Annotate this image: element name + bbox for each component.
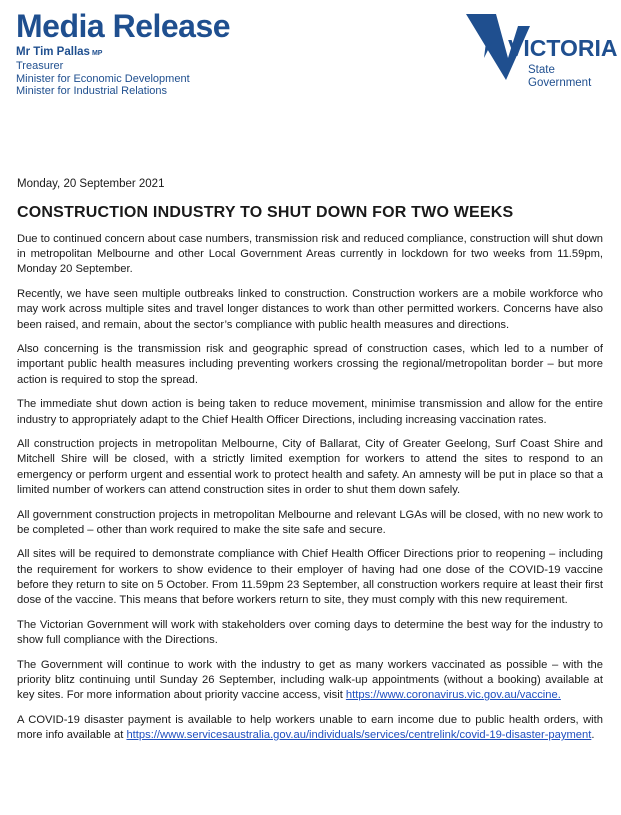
release-body <box>17 178 603 753</box>
headline: CONSTRUCTION INDUSTRY TO SHUT DOWN FOR TWO WEEKS <box>17 204 514 221</box>
paragraph-payment <box>17 713 603 743</box>
role-treasurer: Treasurer <box>16 60 64 72</box>
paragraph: Due to continued concern about case numbers, transmission risk and reduced compliance, construction will shut down in metropolitan Melbourne and other Local Government Areas currently in lockdown for two weeks from 11.59pm, Monday 20 September. <box>17 233 603 276</box>
role-economic-development: Minister for Economic Development <box>16 72 190 85</box>
paragraph: Also concerning is the transmission risk and geographic spread of construction cases, which led to a number of important public health measures including preventing workers crossing the regional/metropolitan border – but more action is required to stop the spread. <box>17 343 603 386</box>
paragraph: All construction projects in metropolitan Melbourne, City of Ballarat, City of Greater Geelong, Surf Coast Shire and Mitchell Shire will be closed, with a strictly limited exemption for workers to attend the sites to respond to an emergency or perform urgent and essential work to protect health and safety. An amnesty will be put in place so that a limited number of workers can attend construction sites in order to shut them down safely. <box>17 438 603 496</box>
minister-name-text: Mr Tim Pallas <box>16 46 90 58</box>
paragraph: Recently, we have seen multiple outbreaks linked to construction. Construction workers are a mobile workforce who may work across multiple sites and travel longer distances to work than other permitted workers. Concerns have also been raised, and remain, about the sector’s compliance with public health measures and directions. <box>17 288 603 331</box>
logo-line-state: State <box>528 64 555 76</box>
paragraph: All government construction projects in metropolitan Melbourne and relevant LGAs will be closed, with no new work to be completed – other than work required to make the site safe and secure. <box>17 508 603 536</box>
role-industrial-relations: Minister for Industrial Relations <box>16 85 168 97</box>
logo-line-government: Government <box>528 77 592 89</box>
paragraph: All sites will be required to demonstrate compliance with Chief Health Officer Directions prior to reopening – including the requirement for workers to show evidence to their employer of having had one dose of the COVID-19 vaccine before they return to site on 5 October. From 11.59pm 23 September, all construction workers require at least their first dose of the vaccine. This means that before workers return to site, they must comply with this new requirement. <box>17 548 603 607</box>
paragraph-vaccine <box>17 658 603 704</box>
page-title: Media Release <box>16 8 231 44</box>
victoria-state-government-logo <box>466 12 618 102</box>
media-release-header <box>16 10 230 98</box>
minister-suffix: MP <box>91 50 103 57</box>
vaccine-info-link[interactable]: https://www.coronavirus.vic.gov.au/vaccine. <box>345 689 561 702</box>
paragraph-vaccine-text: The Government will continue to work with the industry to get as many workers vaccinated as possible – with the priority blitz continuing until Sunday 26 September, including walk-up appointments (without a booking) available at key sites. For more information about priority vaccine access, visit <box>17 658 603 702</box>
paragraph: The immediate shut down action is being taken to reduce movement, minimise transmission and allow for the entire industry to appropriately adapt to the Chief Health Officer Directions, including increasing vaccination rates. <box>17 398 603 426</box>
release-date: Monday, 20 September 2021 <box>17 178 165 190</box>
paragraph: The Victorian Government will work with stakeholders over coming days to determine the best way for the industry to show full compliance with the Directions. <box>17 618 603 646</box>
paragraph-payment-tail: . <box>591 728 595 741</box>
paragraph-payment-text: A COVID-19 disaster payment is available to help workers unable to earn income due to public health orders, with more info available at <box>17 713 603 741</box>
minister-name <box>16 46 230 60</box>
logo-word: VICTORIA <box>508 35 618 61</box>
disaster-payment-link[interactable]: https://www.servicesaustralia.gov.au/individuals/services/centrelink/covid-19-disaster-payment <box>126 728 592 741</box>
logo-state-government <box>528 64 591 90</box>
